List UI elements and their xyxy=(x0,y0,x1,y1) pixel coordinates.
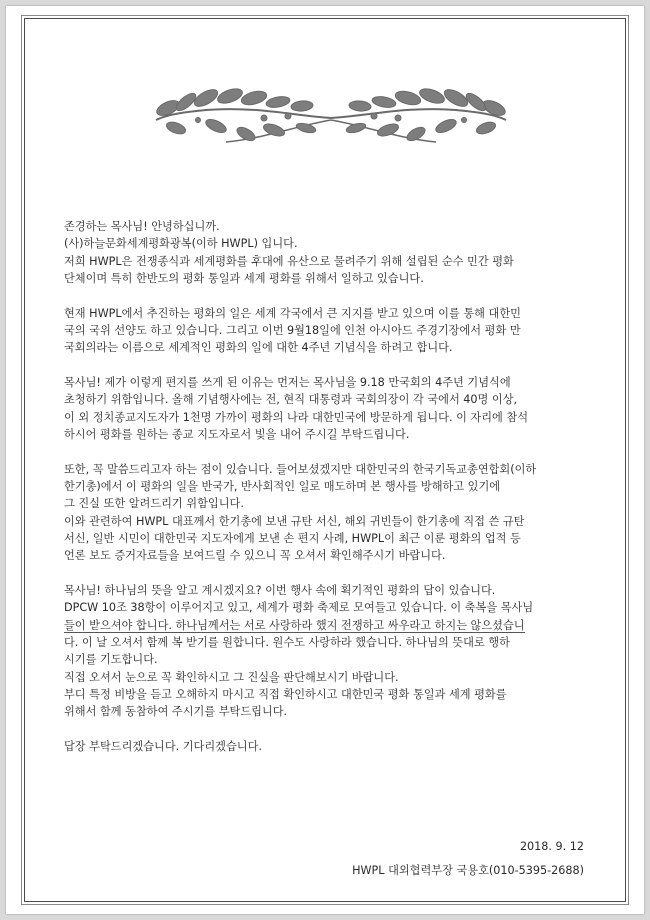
body-line: DPCW 10조 38항이 이루어지고 있고, 세계가 평화 축제로 모여들고 있습니다. 이 축복을 목사님 xyxy=(64,601,534,615)
body-line: 서신, 일반 시민이 대한민국 지도자에게 보낸 손 편지 사례, HWPL이 최근 이룬 평화의 업적 등 xyxy=(64,531,521,545)
body-line: 단체이며 특히 한반도의 평화 통일과 세계 평화를 위해서 일하고 있습니다. xyxy=(64,271,424,285)
body-line: 현재 HWPL에서 추진하는 평화의 일은 세계 각국에서 큰 지지를 받고 있으며 이를 통해 대한민 xyxy=(64,306,521,320)
current-work-paragraph xyxy=(64,305,604,357)
body-line: 이 외 정치종교지도자가 1천명 가까이 평화의 나라 대한민국에 방문하게 됩니다. 이 자리에 참석 xyxy=(64,410,529,424)
body-line: 그 진실 또한 알려드리기 위함입니다. xyxy=(64,497,244,511)
body-line: 저희 HWPL은 전쟁종식과 세계평화를 후대에 유산으로 물려주기 위해 설립된 순수 민간 평화 xyxy=(64,254,514,268)
signature-line: HWPL 대외협력부장 국용호(010-5395-2688) xyxy=(352,864,584,877)
closing-line: 답장 부탁드리겠습니다. 기다리겠습니다. xyxy=(64,739,262,753)
letter-sheet xyxy=(6,6,644,914)
greeting-paragraph xyxy=(64,218,604,235)
letter-body xyxy=(64,218,604,773)
body-line: 한기총)에서 이 평화의 일을 반국가, 반사회적인 일로 매도하며 본 행사를 방해하고 있기에 xyxy=(64,480,501,494)
body-line: 직접 오셔서 눈으로 꼭 확인하시고 그 진실을 판단해보시기 바랍니다. xyxy=(64,670,399,684)
underlined-text: 들이 받으셔야 합니다. 하나님께서는 서로 사랑하라 했지 전쟁하고 싸우라고 하지는 않으셨습니 xyxy=(64,618,525,632)
closing-paragraph xyxy=(64,738,604,755)
greeting-line: 존경하는 목사님! 안녕하십니까. xyxy=(64,220,220,233)
body-line: 하시어 평화를 원하는 종교 지도자로서 빛을 내어 주시길 부탁드립니다. xyxy=(64,427,410,441)
body-line: 위해서 함께 동참하여 주시기를 부탁드립니다. xyxy=(64,705,288,719)
body-line: 국의 국위 선양도 하고 있습니다. 그리고 이번 9월18일에 인천 아시아드 주경기장에서 평화 만 xyxy=(64,323,521,337)
body-line: 목사님! 제가 이렇게 편지를 쓰게 된 이유는 먼저는 목사님을 9.18 만국회의 4주년 기념식에 xyxy=(64,376,511,390)
underlined-line xyxy=(64,617,604,634)
letter-date: 2018. 9. 12 xyxy=(519,840,584,853)
body-line: 목사님! 하나님의 뜻을 알고 계시겠지요? 이번 행사 속에 획기적인 평화의 답이 있습니다. xyxy=(64,584,496,598)
invitation-paragraph xyxy=(64,374,604,443)
body-line: 시기를 기도합니다. xyxy=(64,653,158,667)
body-line: 국회의라는 이름으로 세계적인 평화의 일에 대한 4주년 기념식을 하려고 합니다. xyxy=(64,341,453,355)
appeal-paragraph xyxy=(64,582,604,720)
body-line: 초청하기 위함입니다. 올해 기념행사에는 전, 현직 대통령과 국회의장이 각 국에서 40명 이상, xyxy=(64,393,518,407)
intro-paragraph xyxy=(64,235,604,287)
body-line: 이와 관련하여 HWPL 대표께서 한기총에 보낸 규탄 서신, 해외 귀빈들이 한기총에 직접 쓴 규탄 xyxy=(64,514,525,528)
body-line: (사)하늘문화세계평화광복(이하 HWPL) 입니다. xyxy=(64,237,298,251)
notice-paragraph xyxy=(64,461,604,565)
body-line: 부디 특정 비방을 듣고 오해하지 마시고 직접 확인하시고 대한민국 평화 통일과 세계 평화를 xyxy=(64,687,507,701)
body-line: 다. 이 날 오셔서 함께 복 받기를 원합니다. 원수도 사랑하라 했습니다. 하나님의 뜻대로 행하 xyxy=(64,635,510,649)
laurel-branch-ornament-icon xyxy=(146,76,516,156)
body-line: 또한, 꼭 말씀드리고자 하는 점이 있습니다. 들어보셨겠지만 대한민국의 한국기독교총연합회(이하 xyxy=(64,462,537,476)
body-line: 언론 보도 증거자료들을 보여드릴 수 있으니 꼭 오셔서 확인해주시기 바랍니다. xyxy=(64,549,446,563)
